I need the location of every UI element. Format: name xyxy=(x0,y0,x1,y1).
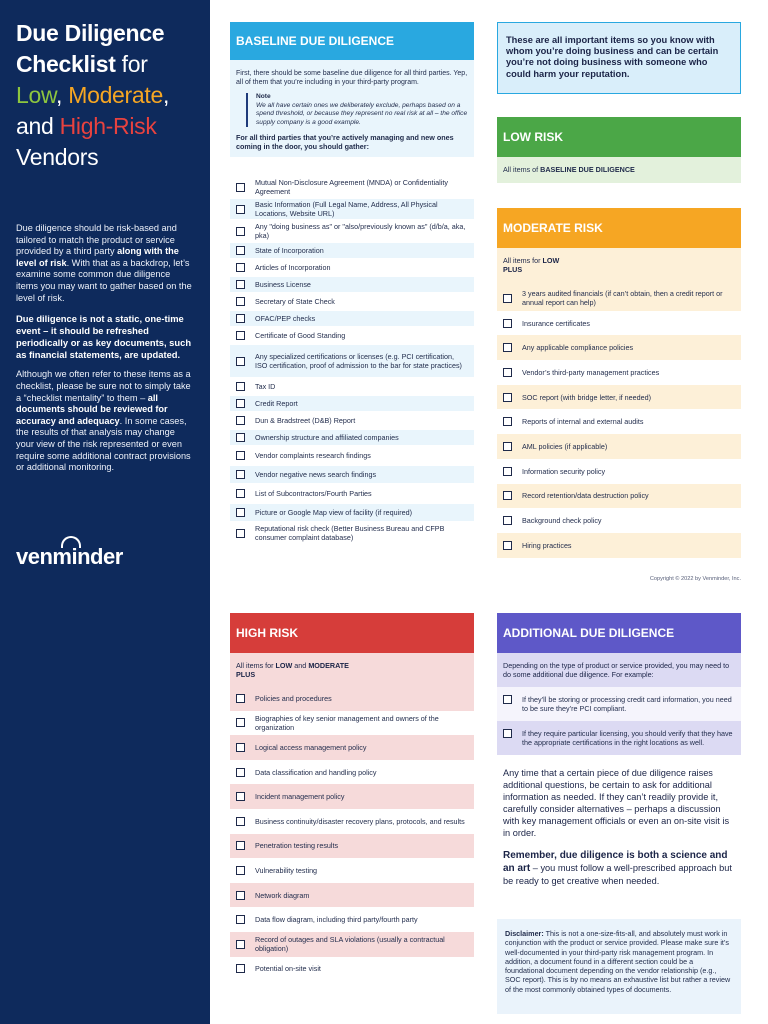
item-label: Vendor’s third-party management practices xyxy=(522,367,660,377)
title-low: Low xyxy=(16,82,57,108)
item-label: Picture or Google Map view of facility (if required) xyxy=(255,508,412,518)
checklist-item xyxy=(230,294,474,311)
logo-ring-icon xyxy=(61,536,81,548)
checklist-item xyxy=(230,784,474,809)
checkbox[interactable] xyxy=(503,343,512,352)
item-label: Penetration testing results xyxy=(255,841,339,851)
item-label: Record of outages and SLA violations (usually a contractual obligation) xyxy=(255,935,445,954)
high-intro xyxy=(230,653,474,686)
checklist-item xyxy=(230,396,474,413)
checklist-item xyxy=(497,434,741,459)
item-label: Any applicable compliance policies xyxy=(522,343,634,353)
checkbox[interactable] xyxy=(236,841,245,850)
item-label: Ownership structure and affiliated companies xyxy=(255,433,399,443)
title-moderate: Moderate xyxy=(68,82,163,108)
item-label: Business License xyxy=(255,280,311,290)
checkbox[interactable] xyxy=(236,768,245,777)
high-intro-b: LOW xyxy=(275,661,293,670)
high-risk-section xyxy=(230,613,474,981)
item-label: Any "doing business as" or "also/previously known as" (d/b/a, aka, pka) xyxy=(255,222,466,241)
item-label: Reports of internal and external audits xyxy=(522,417,644,427)
baseline-lead: For all third parties that you’re actively managing and new ones coming in the door, you should gather: xyxy=(236,133,454,152)
checkbox[interactable] xyxy=(503,491,512,500)
additional-header: ADDITIONAL DUE DILIGENCE xyxy=(497,613,741,653)
venminder-logo xyxy=(16,544,123,570)
note-title: Note xyxy=(256,93,271,100)
high-intro-d: MODERATE xyxy=(308,661,349,670)
checklist-item xyxy=(497,385,741,410)
high-list xyxy=(230,686,474,981)
item-label: List of Subcontractors/Fourth Parties xyxy=(255,489,372,499)
additional-intro: Depending on the type of product or service provided, you may need to do some additional due diligence. For example: xyxy=(497,653,741,687)
checkbox[interactable] xyxy=(236,314,245,323)
high-risk-header: HIGH RISK xyxy=(230,613,474,653)
high-intro-plus: PLUS xyxy=(236,670,256,679)
item-label: Biographies of key senior management and owners of the organization xyxy=(255,713,439,732)
checkbox[interactable] xyxy=(236,891,245,900)
checklist-item xyxy=(230,413,474,430)
baseline-list xyxy=(230,177,474,545)
moderate-intro-plus: PLUS xyxy=(503,265,523,274)
checkbox[interactable] xyxy=(503,417,512,426)
checkbox[interactable] xyxy=(503,541,512,550)
checklist-item xyxy=(230,735,474,760)
checkbox[interactable] xyxy=(236,280,245,289)
item-label: Vendor negative news search findings xyxy=(255,470,377,480)
title-for: for xyxy=(115,51,148,77)
item-label: Certificate of Good Standing xyxy=(255,331,346,341)
item-label: Insurance certificates xyxy=(522,318,590,328)
item-label: Any specialized certifications or licenses (e.g. PCI certification, ISO certification, proof of admission to the bar for state practices) xyxy=(255,352,462,371)
baseline-note xyxy=(246,93,468,127)
checklist-item xyxy=(230,328,474,345)
checklist-item xyxy=(230,260,474,277)
item-label: State of Incorporation xyxy=(255,246,324,256)
checkbox[interactable] xyxy=(503,319,512,328)
checklist-item xyxy=(497,687,741,721)
item-label: Vendor complaints research findings xyxy=(255,451,371,461)
title-vendors: Vendors xyxy=(16,144,99,170)
baseline-section xyxy=(230,22,474,545)
checklist-item xyxy=(497,721,741,755)
item-label: Data flow diagram, including third party/fourth party xyxy=(255,915,418,925)
sidebar-p1-a: Due diligence should be risk-based and tailored to match the product or service provided by a third party xyxy=(16,223,177,257)
checkbox[interactable] xyxy=(236,964,245,973)
checklist-item xyxy=(230,523,474,545)
checkbox[interactable] xyxy=(236,718,245,727)
checklist-item xyxy=(497,508,741,533)
item-label: Vulnerability testing xyxy=(255,865,318,875)
item-label: Secretary of State Check xyxy=(255,297,335,307)
checkbox[interactable] xyxy=(236,529,245,538)
checkbox[interactable] xyxy=(236,227,245,236)
item-label: Information security policy xyxy=(522,466,606,476)
logo-text: venminder xyxy=(16,544,123,569)
additional-para2 xyxy=(497,849,741,887)
checklist-item xyxy=(230,379,474,396)
checklist-item xyxy=(230,907,474,932)
high-intro-c: and xyxy=(292,661,309,670)
checkbox[interactable] xyxy=(503,516,512,525)
moderate-intro-a: All items for xyxy=(503,256,543,265)
checklist-item xyxy=(230,199,474,221)
item-label: Background check policy xyxy=(522,516,602,526)
additional-section xyxy=(497,613,741,887)
checkbox[interactable] xyxy=(236,451,245,460)
item-label: SOC report (with bridge letter, if needed) xyxy=(522,392,652,402)
checklist-item xyxy=(230,504,474,523)
sidebar-p3-b: all documents should be reviewed for accuracy and adequacy xyxy=(16,392,168,426)
checklist-item xyxy=(497,335,741,360)
checkbox[interactable] xyxy=(236,940,245,949)
checkbox[interactable] xyxy=(503,442,512,451)
checkbox[interactable] xyxy=(236,792,245,801)
checkbox[interactable] xyxy=(503,368,512,377)
checklist-item xyxy=(230,760,474,785)
low-risk-header: LOW RISK xyxy=(497,117,741,157)
item-label: Logical access management policy xyxy=(255,742,367,752)
checkbox[interactable] xyxy=(236,399,245,408)
checkbox[interactable] xyxy=(236,246,245,255)
title-comma: , xyxy=(56,82,63,108)
moderate-risk-section xyxy=(497,208,741,558)
checkbox[interactable] xyxy=(503,467,512,476)
checklist-item xyxy=(230,809,474,834)
item-label: Reputational risk check (Better Business Bureau and CFPB consumer complaint database) xyxy=(255,524,445,543)
checklist-item xyxy=(230,883,474,908)
item-label: 3 years audited financials (if can’t obtain, then a credit report or annual report can help) xyxy=(522,289,723,308)
checkbox[interactable] xyxy=(236,357,245,366)
item-label: Data classification and handling policy xyxy=(255,767,377,777)
checkbox[interactable] xyxy=(236,205,245,214)
para2-rest: – you must follow a well-prescribed approach but be ready to get creative when needed. xyxy=(503,863,732,886)
high-intro-a: All items for xyxy=(236,661,276,670)
checklist-item xyxy=(497,484,741,509)
low-body-b: BASELINE DUE DILIGENCE xyxy=(540,165,635,174)
item-label: Tax ID xyxy=(255,382,276,392)
sidebar-p1-c: . With that as a backdrop, let’s examine some common due diligence items you may want to gather based on the level of risk. xyxy=(16,257,192,303)
note-text: We all have certain ones we deliberately exclude, perhaps based on a spend threshold, or because they represent no real risk at all – the office supply company is a good example. xyxy=(256,101,468,126)
baseline-intro xyxy=(230,60,474,157)
disclaimer-box xyxy=(497,919,741,1014)
checklist-item xyxy=(230,345,474,379)
checklist-item xyxy=(497,409,741,434)
checklist-item xyxy=(230,686,474,711)
item-label: If they require particular licensing, you should verify that they have the appropriate certifications in the right locations as well. xyxy=(522,729,733,747)
item-label: Hiring practices xyxy=(522,540,572,550)
title-high: High-Risk xyxy=(59,113,157,139)
checklist-item xyxy=(230,466,474,485)
sidebar-p2 xyxy=(16,313,194,360)
checklist-item xyxy=(230,711,474,736)
title-and: and xyxy=(16,113,60,139)
checkbox[interactable] xyxy=(236,382,245,391)
moderate-risk-header: MODERATE RISK xyxy=(497,208,741,248)
checklist-item xyxy=(230,485,474,504)
item-label: Potential on-site visit xyxy=(255,964,321,974)
checklist-item xyxy=(230,447,474,466)
checklist-item xyxy=(230,177,474,199)
sidebar-p2-text: Due diligence is not a static, one-time event – it should be refreshed periodically or as key documents, such as financial statements, are updated. xyxy=(16,313,192,360)
item-label: Mutual Non-Disclosure Agreement (MNDA) or Confidentiality Agreement xyxy=(255,178,448,197)
baseline-header: BASELINE DUE DILIGENCE xyxy=(230,22,474,60)
baseline-intro-text: First, there should be some baseline due diligence for all third parties. Yep, all of them that you’re including in your third-party program. xyxy=(236,70,468,86)
checkbox[interactable] xyxy=(503,729,512,738)
checkbox[interactable] xyxy=(236,489,245,498)
sidebar-p3-a: Although we often refer to these items as a checklist, please be sure not to simply take a “checklist mentality” to them – xyxy=(16,369,191,403)
item-label: Record retention/data destruction policy xyxy=(522,491,649,501)
checkbox[interactable] xyxy=(236,183,245,192)
checkbox[interactable] xyxy=(236,470,245,479)
item-label: OFAC/PEP checks xyxy=(255,314,316,324)
item-label: AML policies (if applicable) xyxy=(522,441,608,451)
checkbox[interactable] xyxy=(236,866,245,875)
checkbox[interactable] xyxy=(236,508,245,517)
checkbox[interactable] xyxy=(503,294,512,303)
item-label: Business continuity/disaster recovery plans, protocols, and results xyxy=(255,816,465,826)
low-body-a: All items of xyxy=(503,165,541,174)
checkbox[interactable] xyxy=(236,743,245,752)
checkbox[interactable] xyxy=(503,695,512,704)
title-comma2: , xyxy=(163,82,170,108)
checklist-item xyxy=(497,533,741,558)
disclaimer-text: This is not a one-size-fits-all, and absolutely must work in conjunction with the product or service provided. Please make sure it’s well-documented in your third-party risk management program. In addition, a document found in a different section could be a foundational document depending on the vendor relationship (e.g., SOC report). This is by no means an exhaustive list but rather a review of the most commonly obtained types of documents. xyxy=(505,929,731,994)
item-label: If they’ll be storing or processing credit card information, you need to be sure they’re PCI compliant. xyxy=(522,695,732,713)
para2-bold: Remember, due diligence is both a science and an art xyxy=(503,850,728,874)
additional-list xyxy=(497,687,741,755)
checklist-item xyxy=(230,430,474,447)
checklist-item xyxy=(497,459,741,484)
sidebar-intro xyxy=(16,223,194,304)
sidebar xyxy=(0,0,210,1024)
checklist-item xyxy=(230,277,474,294)
checklist-item xyxy=(230,858,474,883)
checklist-item xyxy=(230,834,474,859)
copyright: Copyright © 2022 by Venminder, Inc. xyxy=(649,576,741,582)
sidebar-p3-c: . In some cases, the results of that analysis may change your view of the risk represented or even require some additional contract provisions or additional monitoring. xyxy=(16,415,191,473)
item-label: Credit Report xyxy=(255,399,298,409)
low-risk-section xyxy=(497,117,741,183)
checklist-item xyxy=(497,286,741,311)
checkbox[interactable] xyxy=(236,817,245,826)
checklist-item xyxy=(497,360,741,385)
checklist-item xyxy=(230,932,474,957)
checklist-item xyxy=(230,221,474,243)
low-risk-body xyxy=(497,157,741,183)
checkbox[interactable] xyxy=(503,393,512,402)
checklist-item xyxy=(230,957,474,982)
checklist-item xyxy=(497,311,741,336)
moderate-list xyxy=(497,286,741,558)
item-label: Policies and procedures xyxy=(255,693,332,703)
sidebar-p1-b: along with the level of risk xyxy=(16,246,179,268)
disclaimer-label: Disclaimer: xyxy=(505,929,544,938)
item-label: Basic Information (Full Legal Name, Address, All Physical Locations, Website URL) xyxy=(255,200,438,219)
item-label: Network diagram xyxy=(255,890,310,900)
item-label: Incident management policy xyxy=(255,792,345,802)
checkbox[interactable] xyxy=(236,297,245,306)
sidebar-p3 xyxy=(16,369,194,473)
checkbox[interactable] xyxy=(236,694,245,703)
title-checklist: Checklist xyxy=(16,51,116,77)
additional-para1: Any time that a certain piece of due diligence raises additional questions, be certain to ask for additional information as needed. If they can’t readily provide it, carefully consider alternatives – perhaps a discussion with key management officials or even an on-site visit is in order. xyxy=(503,768,730,838)
callout-box: These are all important items so you know with whom you’re doing business and can be certain you’re not doing business with someone who could harm your reputation. xyxy=(497,22,741,94)
checkbox[interactable] xyxy=(236,263,245,272)
checkbox[interactable] xyxy=(236,915,245,924)
checkbox[interactable] xyxy=(236,416,245,425)
moderate-intro-b: LOW xyxy=(542,256,560,265)
item-label: Articles of Incorporation xyxy=(255,263,331,273)
moderate-intro xyxy=(497,248,741,286)
item-label: Dun & Bradstreet (D&B) Report xyxy=(255,416,356,426)
page-title xyxy=(16,18,194,173)
checklist-item xyxy=(230,311,474,328)
checkbox[interactable] xyxy=(236,433,245,442)
title-line1: Due Diligence xyxy=(16,20,165,46)
checklist-item xyxy=(230,243,474,260)
checkbox[interactable] xyxy=(236,331,245,340)
